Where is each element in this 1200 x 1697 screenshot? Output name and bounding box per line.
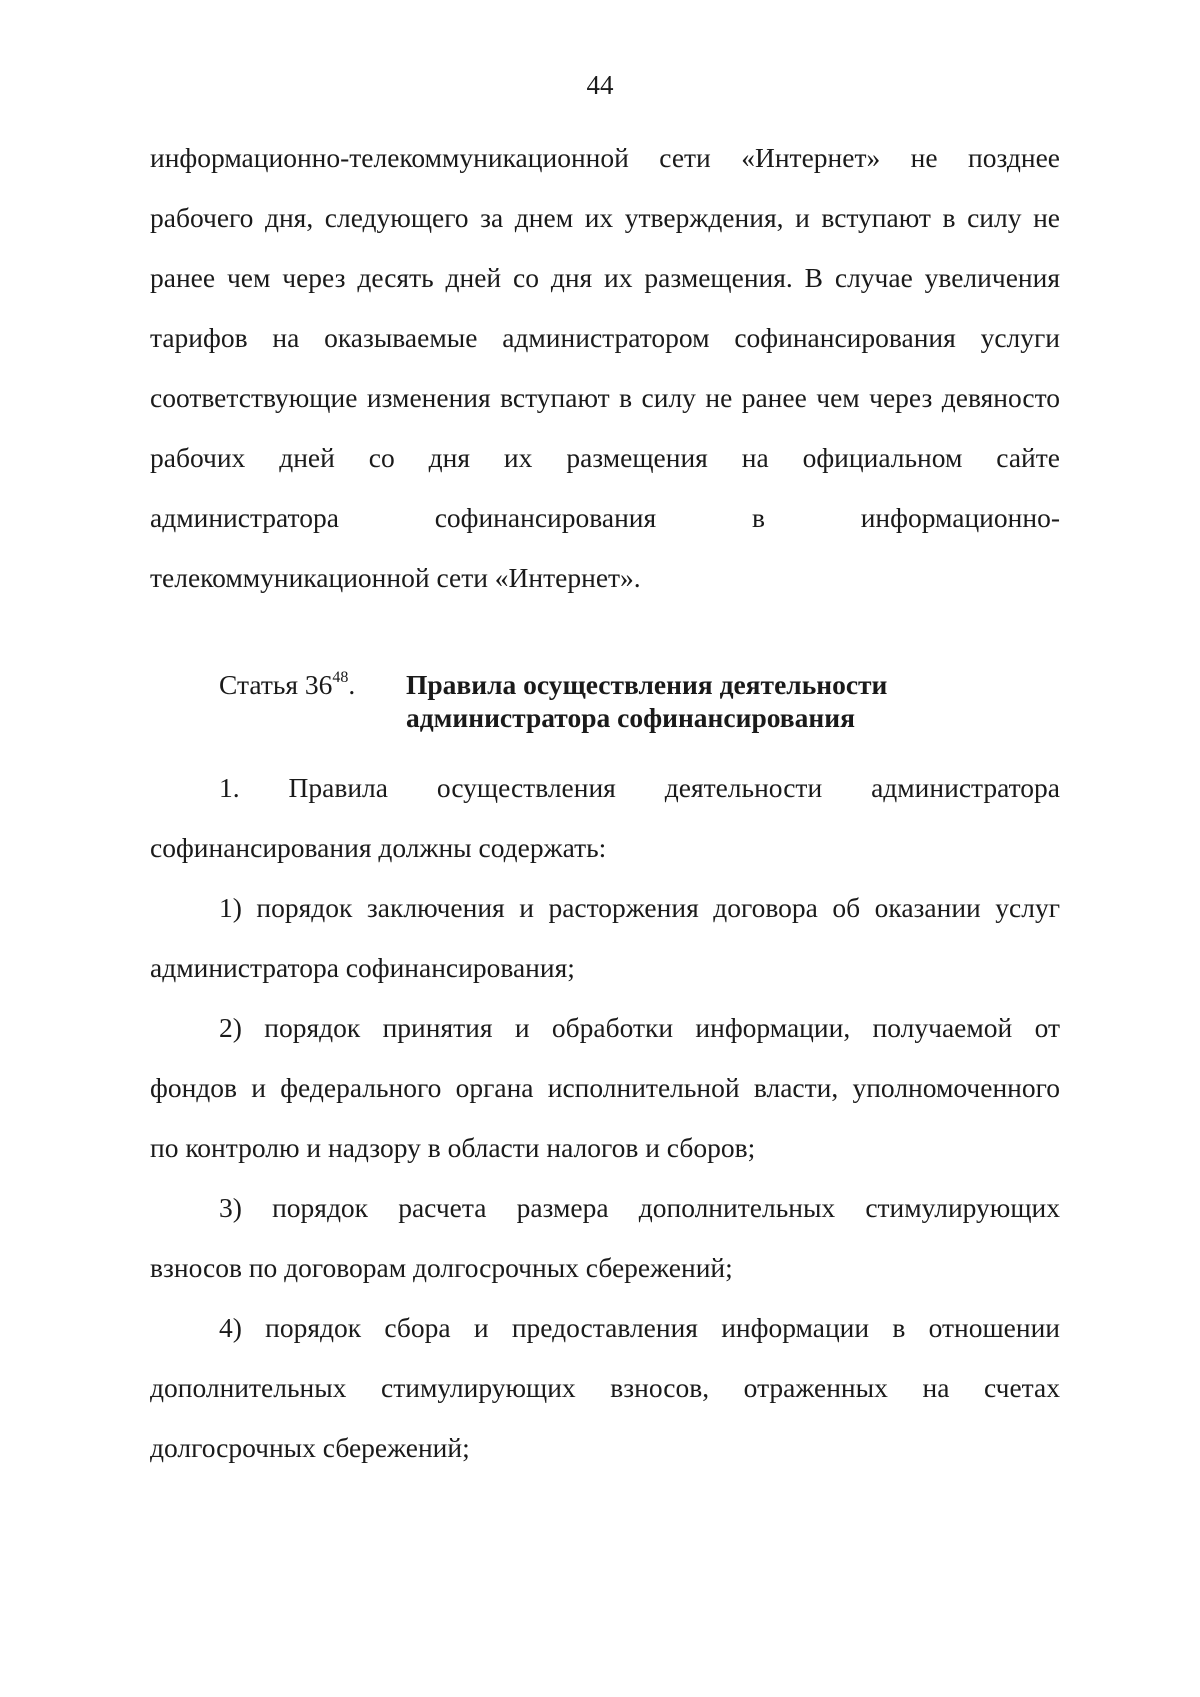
paragraph-line: ранее чем через десять дней со дня их размещения. В случае увеличения [150, 262, 1060, 293]
paragraph-line: информационно-телекоммуникационной сети «Интернет» не позднее [150, 142, 1060, 173]
list-item-line: по контролю и надзору в области налогов и сборов; [150, 1132, 756, 1163]
list-item-line: 2) порядок принятия и обработки информации, получаемой от [219, 1012, 1060, 1043]
list-item-line: 1) порядок заключения и расторжения договора об оказании услуг [219, 892, 1060, 923]
list-item-line: взносов по договорам долгосрочных сбережений; [150, 1252, 733, 1283]
article-label-suffix: . [348, 669, 356, 700]
list-item-line: дополнительных стимулирующих взносов, отраженных на счетах [150, 1372, 1060, 1403]
paragraph-line: рабочего дня, следующего за днем их утверждения, и вступают в силу не [150, 202, 1060, 233]
paragraph-line: администратора софинансирования в информационно- [150, 502, 1060, 533]
clause-line: 1. Правила осуществления деятельности администратора [219, 772, 1060, 803]
article-title-line: Правила осуществления деятельности [406, 669, 888, 700]
paragraph-line: тарифов на оказываемые администратором софинансирования услуги [150, 322, 1060, 353]
paragraph-line: телекоммуникационной сети «Интернет». [150, 562, 641, 593]
list-item-line: 3) порядок расчета размера дополнительных стимулирующих [219, 1192, 1060, 1223]
page-number: 44 [586, 70, 614, 100]
list-item-line: фондов и федерального органа исполнительной власти, уполномоченного [150, 1072, 1060, 1103]
clause-line: софинансирования должны содержать: [150, 832, 607, 863]
list-item-line: администратора софинансирования; [150, 952, 575, 983]
paragraph-line: соответствующие изменения вступают в силу не ранее чем через девяносто [150, 382, 1060, 413]
paragraph-line: рабочих дней со дня их размещения на официальном сайте [150, 442, 1060, 473]
list-item-line: долгосрочных сбережений; [150, 1432, 470, 1463]
article-label [219, 668, 355, 702]
article-label-text: Статья 36 [219, 669, 333, 700]
list-item-line: 4) порядок сбора и предоставления информации в отношении [219, 1312, 1060, 1343]
article-label-superscript: 48 [332, 669, 349, 686]
article-title-line: администратора софинансирования [406, 702, 855, 733]
